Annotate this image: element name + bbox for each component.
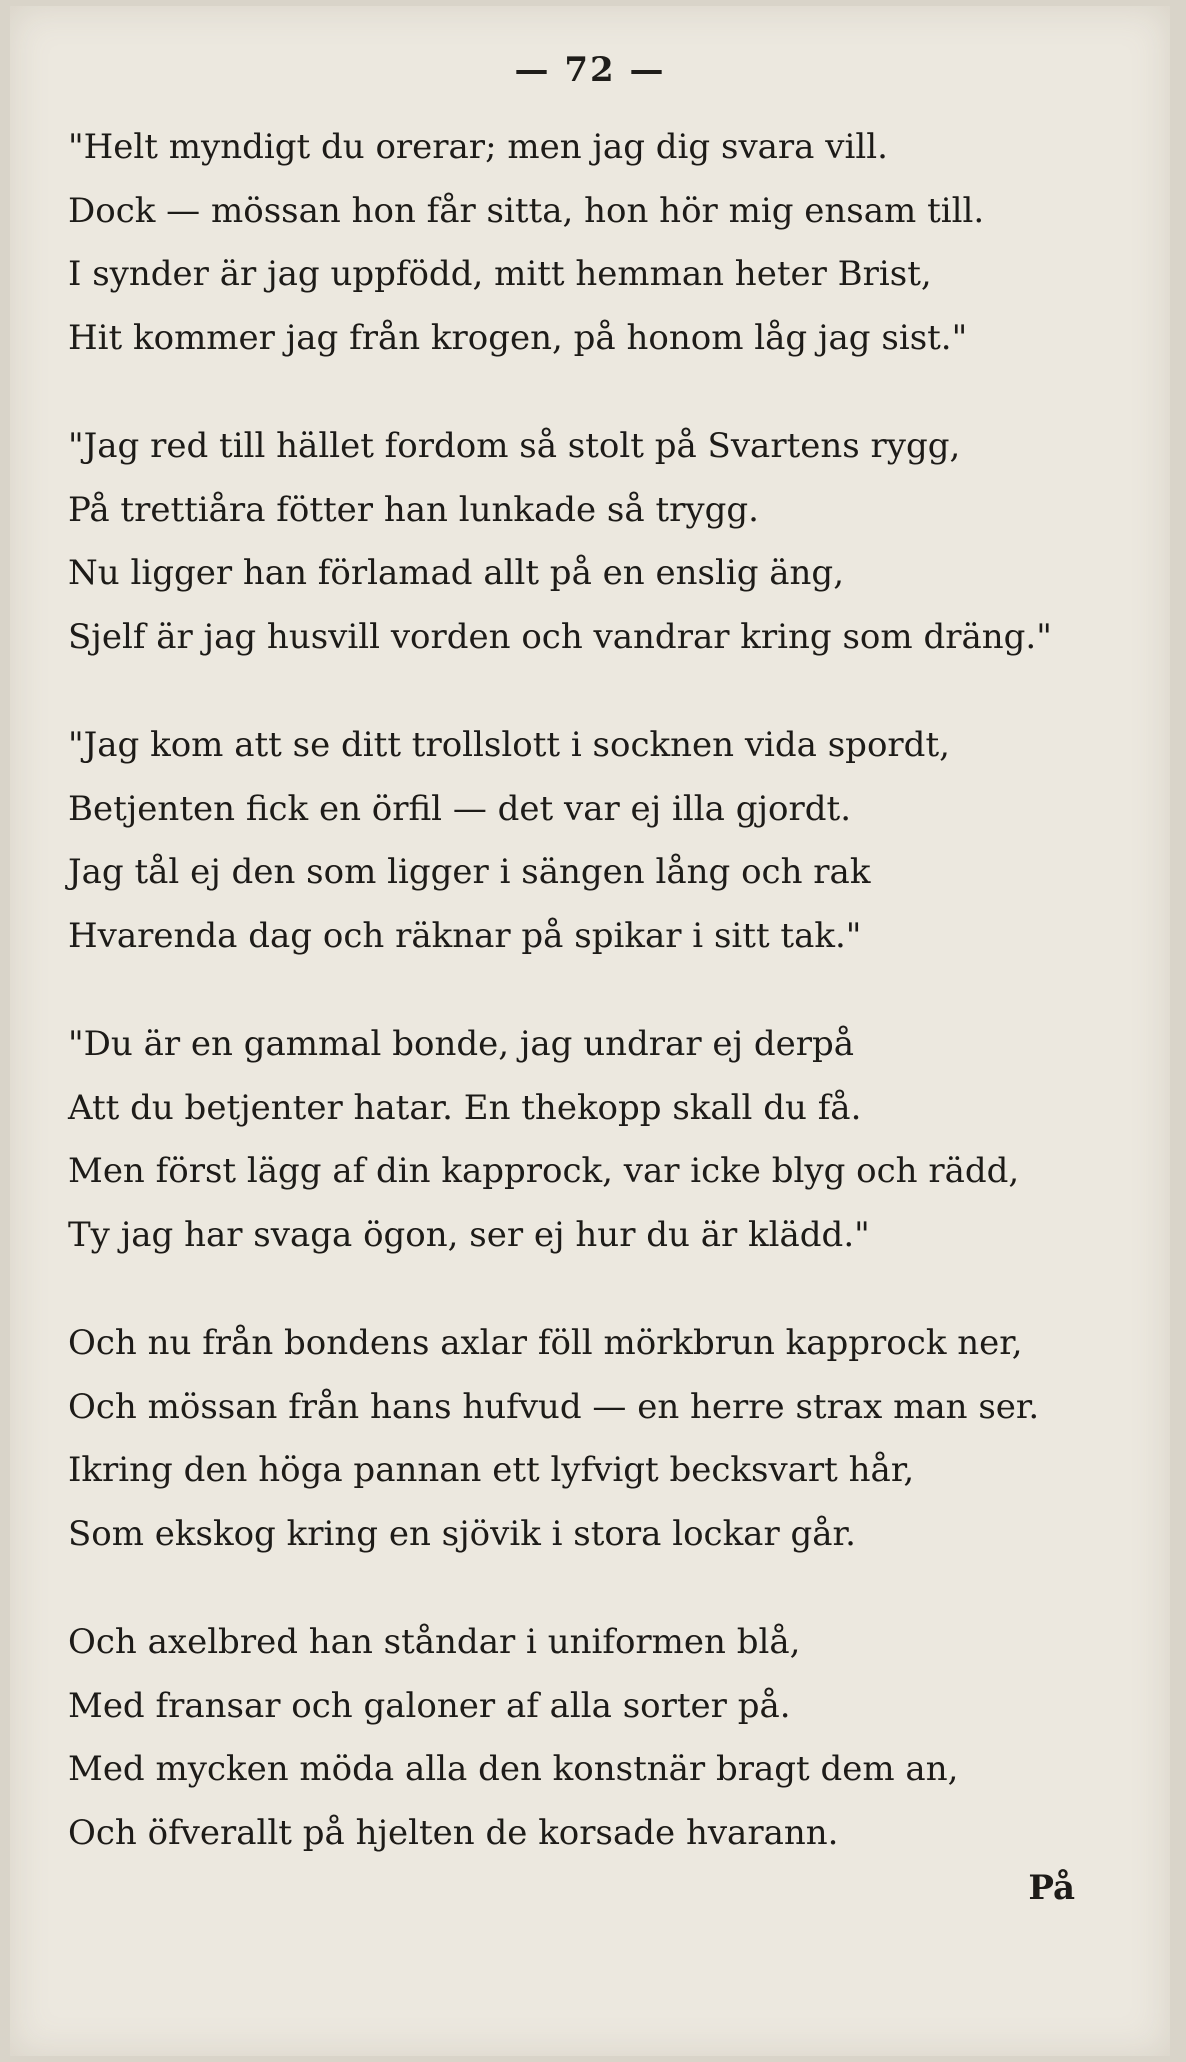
verse-line: Ty jag har svaga ögon, ser ej hur du är klädd.": [68, 1214, 870, 1255]
stanza: [68, 1611, 1128, 1865]
verse-line: "Jag red till hället fordom så stolt på Svartens rygg,: [68, 426, 961, 466]
stanza: [68, 415, 1128, 669]
verse-line: Hvarenda dag och räknar på spikar i sitt tak.": [68, 915, 862, 956]
verse-line: Hit kommer jag från krogen, på honom låg jag sist.": [68, 317, 968, 358]
verse-line: Som ekskog kring en sjövik i stora lockar går.: [68, 1513, 856, 1554]
verse-line: "Jag kom att se ditt trollslott i socknen vida spordt,: [68, 725, 950, 765]
verse-line: Men först lägg af din kapprock, var icke blyg och rädd,: [68, 1151, 1020, 1191]
verse-line: "Du är en gammal bonde, jag undrar ej derpå: [68, 1024, 855, 1064]
verse-line: Ikring den höga pannan ett lyfvigt becksvart hår,: [68, 1450, 915, 1490]
verse-line: Med mycken möda alla den konstnär bragt dem an,: [68, 1749, 959, 1789]
verse-line: "Helt myndigt du orerar; men jag dig svara vill.: [68, 127, 888, 167]
verse-line: Betjenten fick en örfil — det var ej illa gjordt.: [68, 788, 851, 829]
page-number: — 72 —: [514, 50, 666, 90]
verse-line: På trettiåra fötter han lunkade så trygg.: [68, 489, 759, 530]
verse-line: Sjelf är jag husvill vorden och vandrar kring som dräng.": [68, 616, 1052, 657]
verse-line: Och mössan från hans hufvud — en herre strax man ser.: [68, 1386, 1040, 1427]
verse-line: Och axelbred han ståndar i uniformen blå,: [68, 1622, 801, 1662]
verse-line: I synder är jag uppfödd, mitt hemman heter Brist,: [68, 254, 932, 294]
stanza: [68, 1312, 1128, 1566]
verse-line: Och nu från bondens axlar föll mörkbrun kapprock ner,: [68, 1323, 1023, 1363]
poem-body: [68, 116, 1128, 1910]
catchword: På: [1028, 1868, 1075, 1908]
stanza: [68, 116, 1128, 370]
verse-line: Dock — mössan hon får sitta, hon hör mig ensam till.: [68, 190, 985, 231]
verse-line: Jag tål ej den som ligger i sängen lång och rak: [68, 852, 871, 892]
book-page: [10, 6, 1170, 2056]
verse-line: Nu ligger han förlamad allt på en enslig äng,: [68, 553, 845, 593]
verse-line: Och öfverallt på hjelten de korsade hvarann.: [68, 1812, 839, 1853]
stanza: [68, 1013, 1128, 1267]
stanza: [68, 714, 1128, 968]
verse-line: Med fransar och galoner af alla sorter på.: [68, 1685, 791, 1726]
verse-line: Att du betjenter hatar. En thekopp skall du få.: [68, 1087, 862, 1128]
